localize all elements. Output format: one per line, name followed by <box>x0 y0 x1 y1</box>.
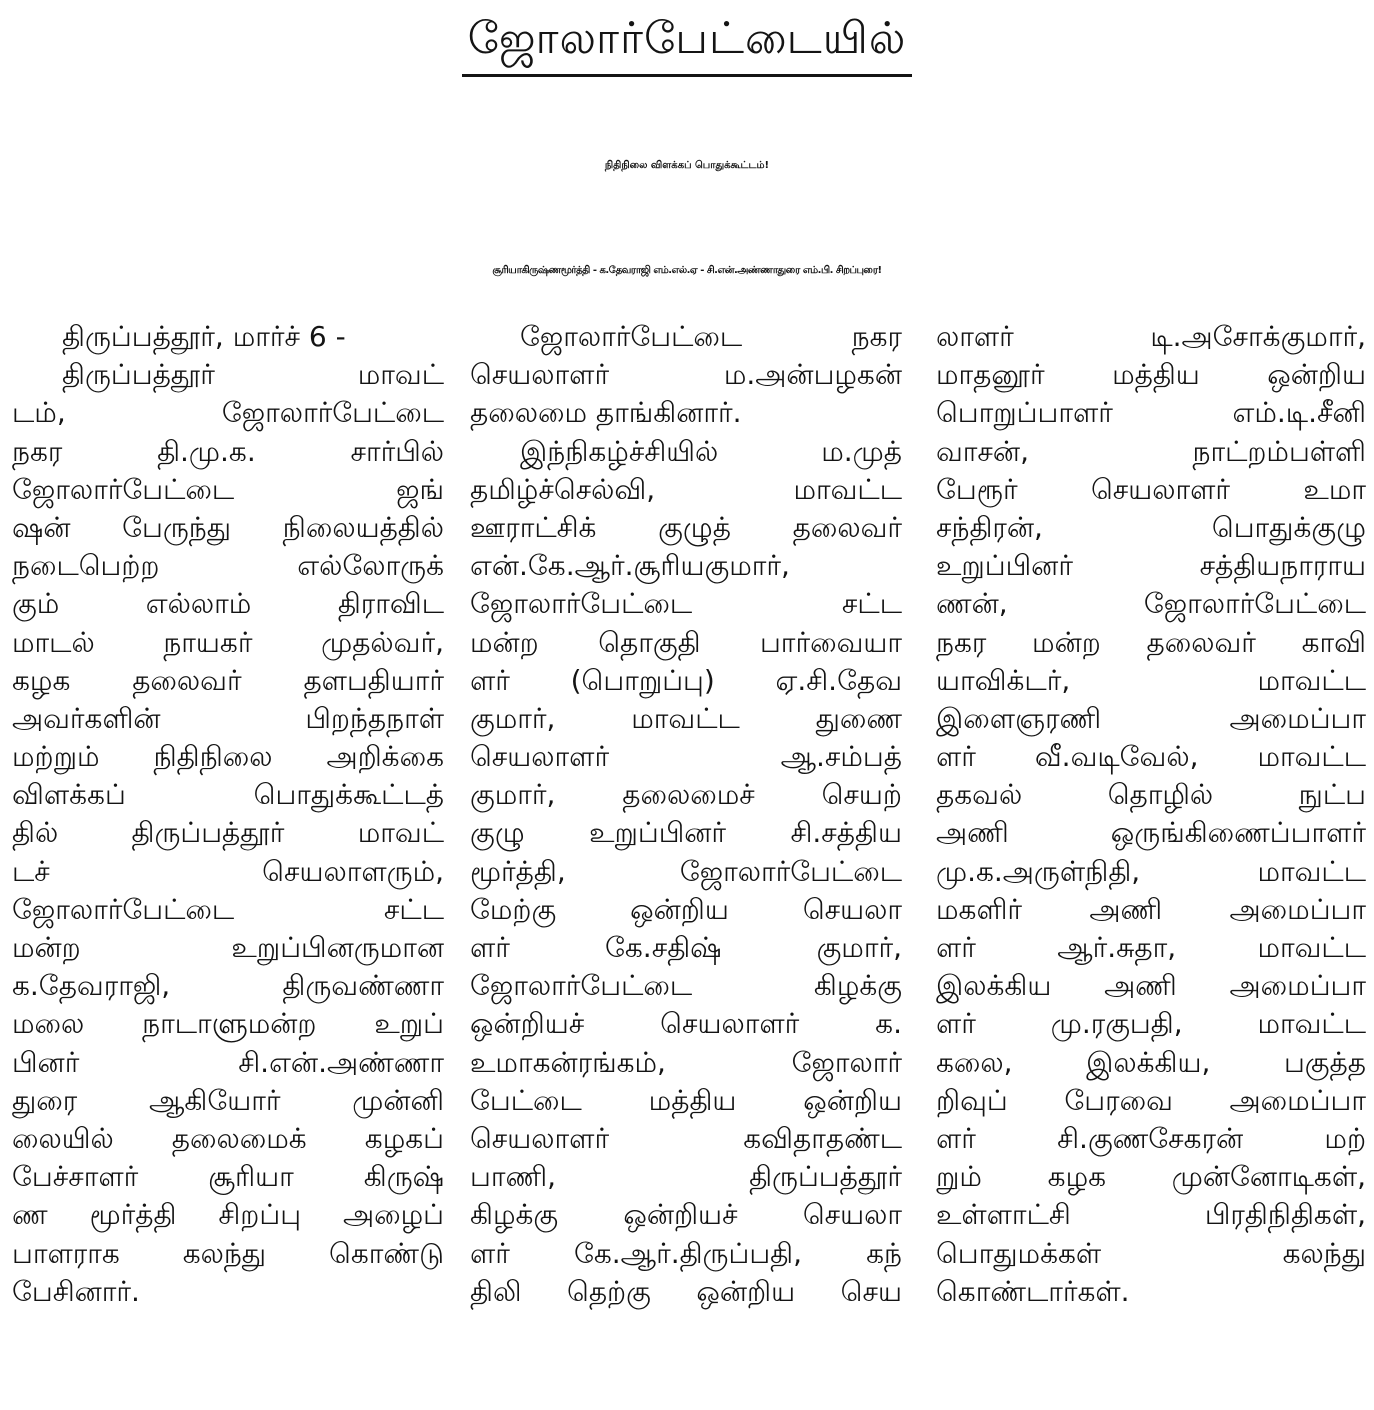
text-line: லையில் தலைமைக் கழகப் <box>12 1121 444 1155</box>
text-line: மன்ற உறுப்பினருமான <box>12 931 444 964</box>
text-line: சந்திரன், பொதுக்குழு <box>936 510 1366 544</box>
kicker-title: ஜோலார்பேட்டையில் <box>462 8 913 77</box>
text-line: றிவுப் பேரவை அமைப்பா <box>936 1083 1366 1117</box>
text-line: ளர் கே.சதிஷ் குமார், <box>470 931 902 964</box>
text-line: தலைமை தாங்கினார். <box>470 396 742 430</box>
text-line: டச் செயலாளரும், <box>12 854 444 888</box>
text-line: செயலாளர் கவிதாதண்ட <box>470 1121 902 1155</box>
text-line: குமார், மாவட்ட துணை <box>470 701 902 735</box>
text-line: பேச்சாளர் சூரியா கிருஷ் <box>12 1160 444 1194</box>
text-line: தில் திருப்பத்தூர் மாவட் <box>12 816 444 850</box>
text-line: உறுப்பினர் சத்தியநாராய <box>936 549 1366 583</box>
text-line: குமார், தலைமைச் செயற் <box>470 778 902 812</box>
text-line: திருப்பத்தூர் மாவட் <box>62 358 444 392</box>
text-line: அவர்களின் பிறந்தநாள் <box>12 701 444 735</box>
text-line: அணி ஒருங்கிணைப்பாளர் <box>936 816 1366 850</box>
text-line: மன்ற தொகுதி பார்வையா <box>470 625 902 659</box>
text-line: ஜோலார்பேட்டை நகர <box>520 320 902 353</box>
text-line: ஷன் பேருந்து நிலையத்தில் <box>12 510 444 544</box>
text-line: நகர மன்ற தலைவர் காவி <box>936 625 1366 659</box>
text-line: கும் எல்லாம் திராவிட <box>12 587 444 621</box>
text-line: துரை ஆகியோர் முன்னி <box>12 1083 444 1117</box>
text-line: ளர் (பொறுப்பு) ஏ.சி.தேவ <box>470 663 902 697</box>
text-line: மூர்த்தி, ஜோலார்பேட்டை <box>470 854 902 888</box>
text-line: டம், ஜோலார்பேட்டை <box>12 396 444 430</box>
text-line: என்.கே.ஆர்.சூரியகுமார், <box>470 549 790 583</box>
text-line: மு.க.அருள்நிதி, மாவட்ட <box>936 854 1366 888</box>
text-line: ளர் வீ.வடிவேல், மாவட்ட <box>936 740 1366 774</box>
text-line: இலக்கிய அணி அமைப்பா <box>936 969 1366 1003</box>
text-line: ஜோலார்பேட்டை சட்ட <box>12 892 444 926</box>
text-line: றும் கழக முன்னோடிகள், <box>936 1160 1366 1194</box>
text-line: பாணி, திருப்பத்தூர் <box>470 1160 902 1194</box>
text-line: மற்றும் நிதிநிலை அறிக்கை <box>12 740 444 774</box>
text-line: பேரூர் செயலாளர் உமா <box>936 472 1366 506</box>
text-line: ளர் சி.குணசேகரன் மற் <box>936 1121 1366 1155</box>
text-line: கிழக்கு ஒன்றியச் செயலா <box>470 1198 902 1232</box>
text-line: லாளர் டி.அசோக்குமார், <box>936 320 1366 353</box>
text-line: கழக தலைவர் தளபதியார் <box>12 663 444 697</box>
text-line: தகவல் தொழில் நுட்ப <box>936 778 1366 812</box>
article-column-1 <box>12 318 444 1311</box>
kicker-wrap <box>0 8 1374 77</box>
headline: நிதிநிலை விளக்கப் பொதுக்கூட்டம்! <box>604 160 770 171</box>
text-line: ளர் ஆர்.சுதா, மாவட்ட <box>936 931 1366 964</box>
text-line: மாதனூர் மத்திய ஒன்றிய <box>936 358 1366 392</box>
text-line: யாவிக்டர், மாவட்ட <box>936 663 1366 697</box>
text-line: உமாகன்ரங்கம், ஜோலார் <box>470 1045 902 1079</box>
text-line: ஜோலார்பேட்டை ஜங் <box>12 472 444 506</box>
text-line: செயலாளர் ம.அன்பழகன் <box>470 358 902 392</box>
text-line: நகர தி.மு.க. சார்பில் <box>12 434 444 468</box>
text-line: குழு உறுப்பினர் சி.சத்திய <box>470 816 902 850</box>
text-line: ளர் கே.ஆர்.திருப்பதி, கந் <box>470 1236 902 1270</box>
text-line: ஜோலார்பேட்டை சட்ட <box>470 587 902 621</box>
text-line: பாளராக கலந்து கொண்டு <box>12 1236 444 1270</box>
text-line: விளக்கப் பொதுக்கூட்டத் <box>12 778 444 812</box>
text-line: பினர் சி.என்.அண்ணா <box>12 1045 444 1079</box>
text-line: பொதுமக்கள் கலந்து <box>936 1236 1366 1270</box>
article-column-3 <box>936 318 1366 1311</box>
text-line: வாசன், நாட்றம்பள்ளி <box>936 434 1366 468</box>
text-line: திருப்பத்தூர், மார்ச் 6 - <box>62 320 346 353</box>
text-line: மேற்கு ஒன்றிய செயலா <box>470 892 902 926</box>
text-line: ணன், ஜோலார்பேட்டை <box>936 587 1366 621</box>
text-line: க.தேவராஜி, திருவண்ணா <box>12 969 444 1003</box>
text-line: இளைஞரணி அமைப்பா <box>936 701 1366 735</box>
text-line: ண மூர்த்தி சிறப்பு அழைப் <box>12 1198 444 1232</box>
text-line: உள்ளாட்சி பிரதிநிதிகள், <box>936 1198 1366 1232</box>
text-line: கலை, இலக்கிய, பகுத்த <box>936 1045 1366 1079</box>
text-line: இந்நிகழ்ச்சியில் ம.முத் <box>520 434 902 468</box>
text-line: கொண்டார்கள். <box>936 1274 1130 1308</box>
text-line: செயலாளர் ஆ.சம்பத் <box>470 740 902 774</box>
article-column-2 <box>470 318 902 1311</box>
text-line: தமிழ்ச்செல்வி, மாவட்ட <box>470 472 902 506</box>
subheadline: சூரியாகிருஷ்ணமூர்த்தி - க.தேவராஜி எம்.எல்.ஏ - சி.என்.அண்ணாதுரை எம்.பி. சிறப்புரை! <box>492 265 882 276</box>
text-line: பேசினார். <box>12 1274 140 1308</box>
text-line: மலை நாடாளுமன்ற உறுப் <box>12 1007 444 1041</box>
text-line: பேட்டை மத்திய ஒன்றிய <box>470 1083 902 1117</box>
text-line: ஜோலார்பேட்டை கிழக்கு <box>470 969 902 1003</box>
text-line: ஒன்றியச் செயலாளர் க. <box>470 1007 902 1041</box>
text-line: ளர் மு.ரகுபதி, மாவட்ட <box>936 1007 1366 1041</box>
text-line: ஊராட்சிக் குழுத் தலைவர் <box>470 510 902 544</box>
text-line: மாடல் நாயகர் முதல்வர், <box>12 625 444 659</box>
text-line: நடைபெற்ற எல்லோருக் <box>12 549 444 583</box>
text-line: மகளிர் அணி அமைப்பா <box>936 892 1366 926</box>
text-line: பொறுப்பாளர் எம்.டி.சீனி <box>936 396 1366 430</box>
text-line: திலி தெற்கு ஒன்றிய செய <box>470 1274 902 1308</box>
